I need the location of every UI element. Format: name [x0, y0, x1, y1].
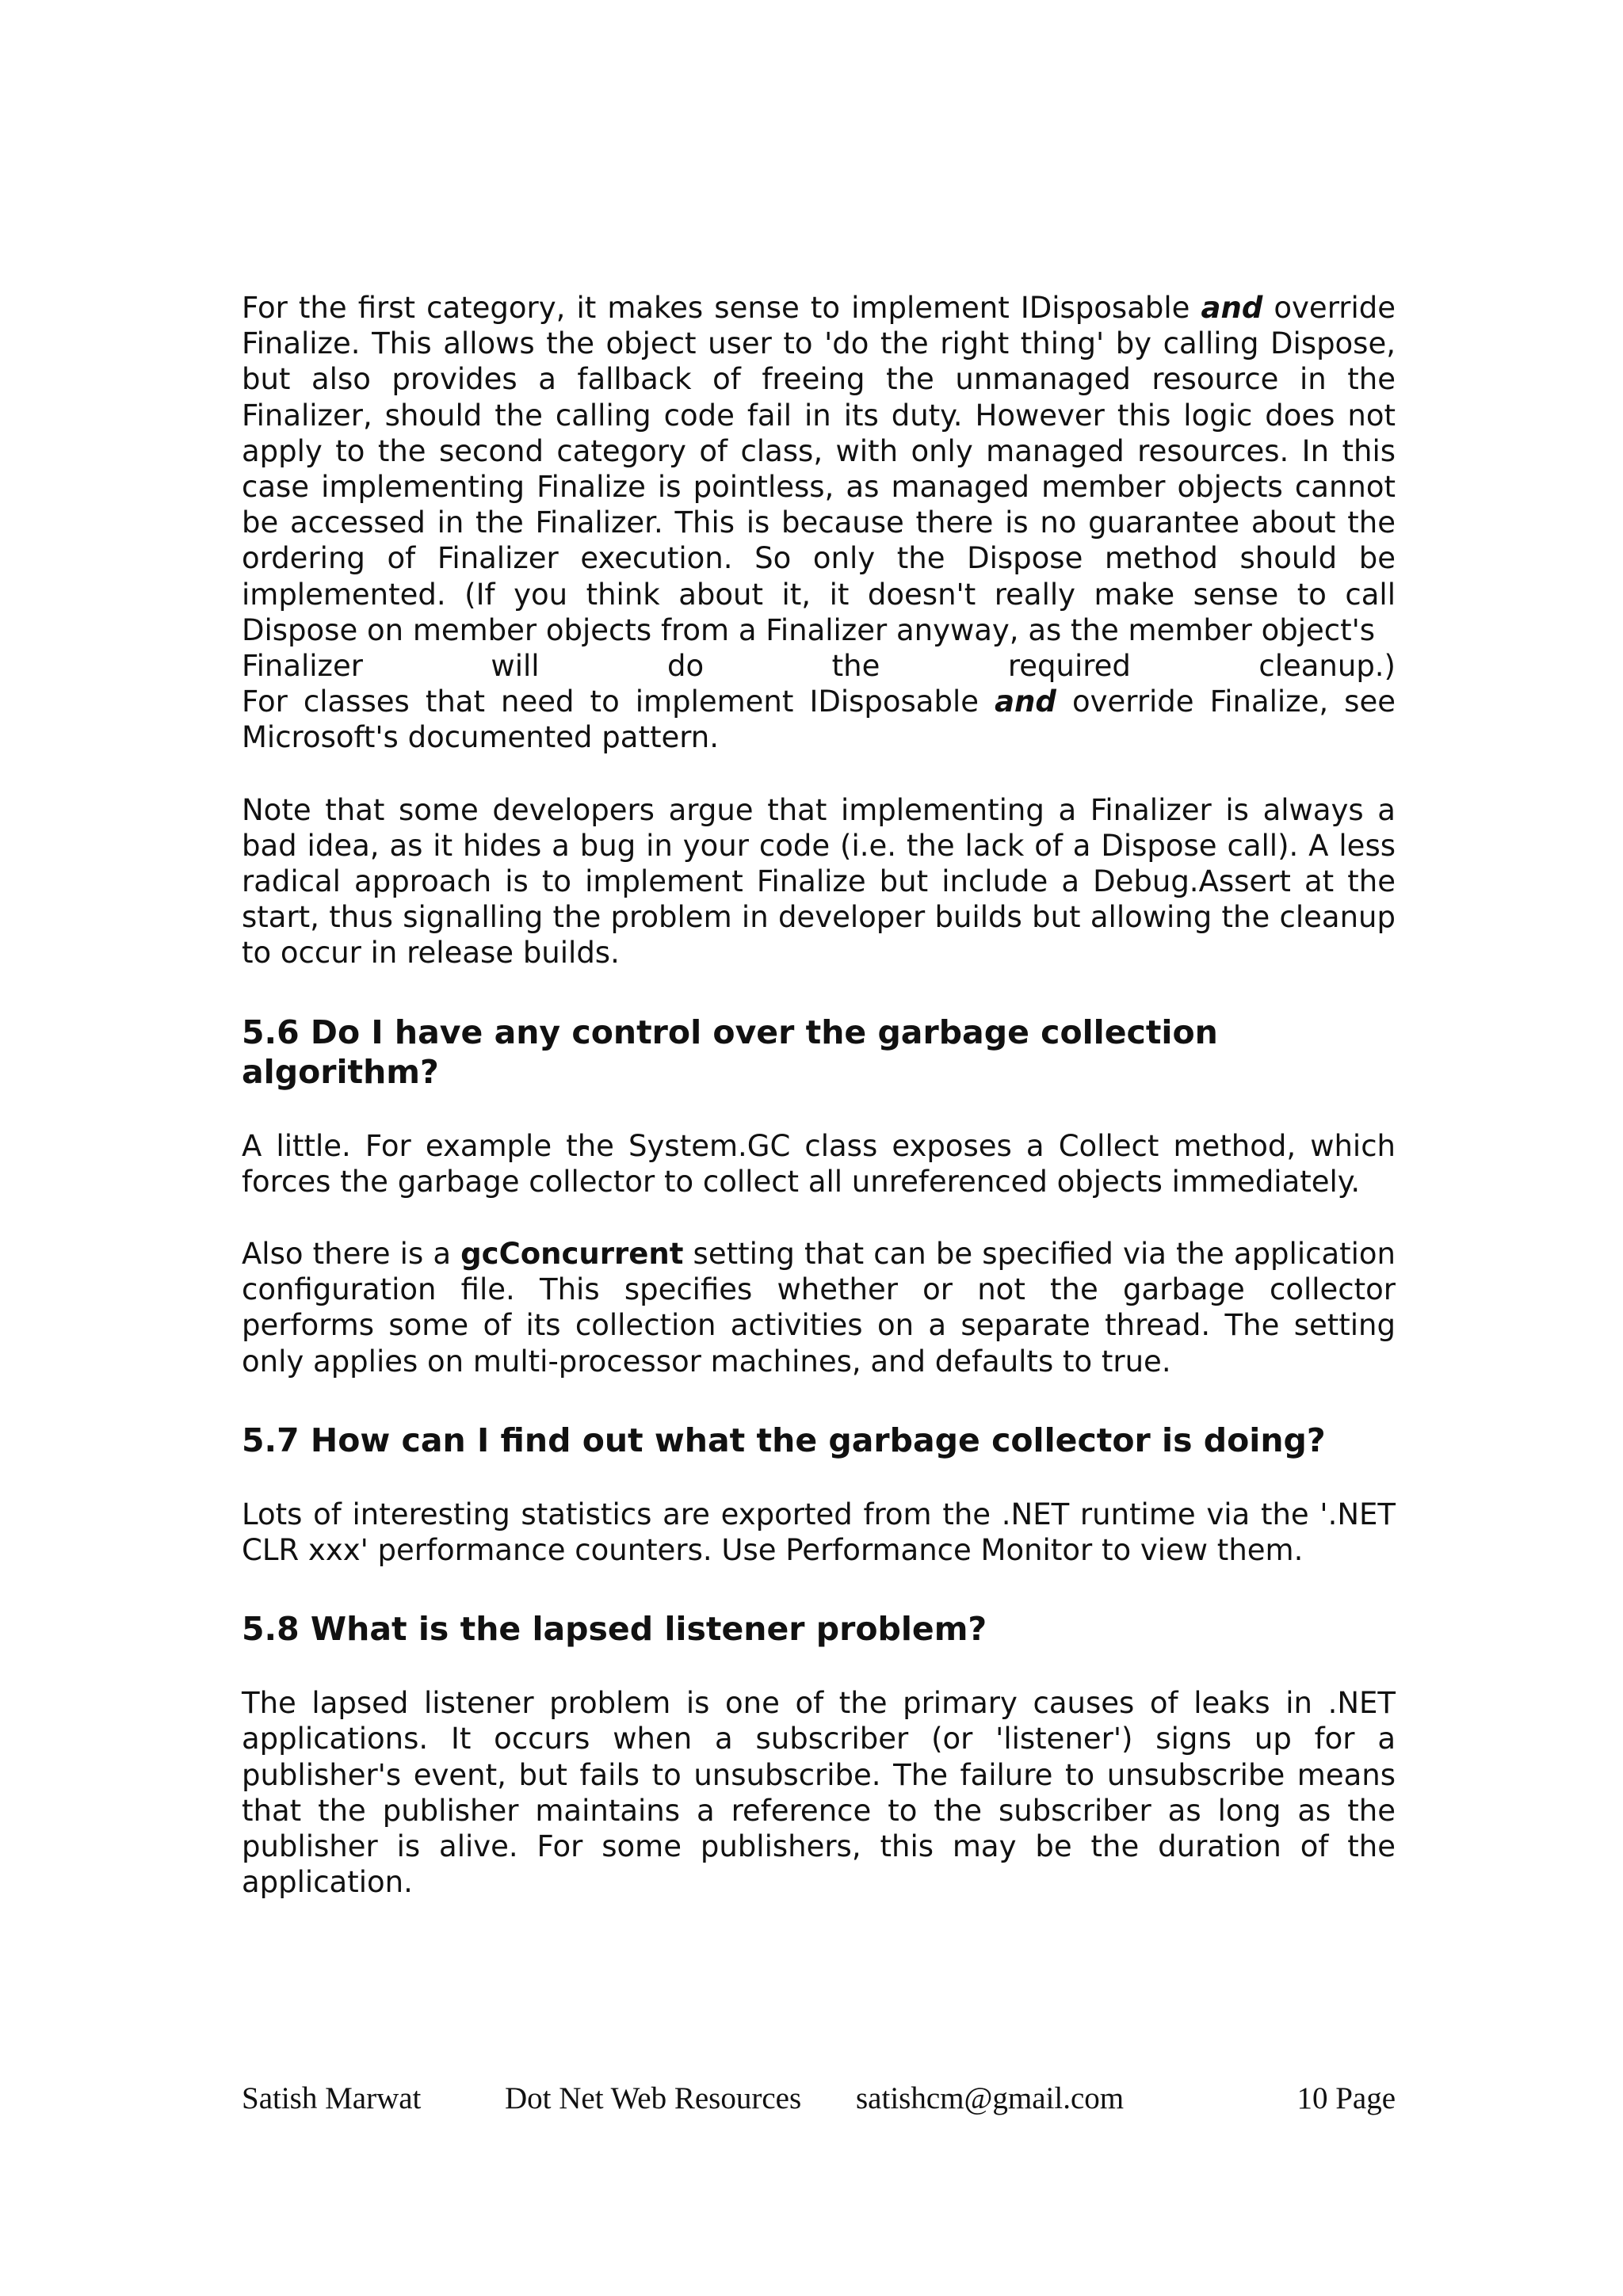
- page-body: [242, 290, 1396, 1901]
- justified-line: Finalizer will do the required cleanup.): [242, 649, 1396, 684]
- section-heading-5-8: 5.8 What is the lapsed listener problem?: [242, 1610, 987, 1649]
- text-run: override Finalize, see Microsoft's documented pattern.: [242, 685, 1396, 755]
- text-run: Also there is a: [242, 1237, 461, 1272]
- paragraph-microsoft-pattern: [242, 684, 1396, 755]
- page-footer: [242, 2081, 1396, 2120]
- bold-term: gcConcurrent: [460, 1237, 684, 1272]
- footer-page-number: 10 Page: [1296, 2081, 1396, 2115]
- text-run: For the first category, it makes sense to implement IDisposable: [242, 291, 1201, 325]
- heading-line: 5.6 Do I have any control over the garbage collection: [242, 1013, 1218, 1051]
- section-heading-5-6: [242, 1013, 1396, 1092]
- heading-line: algorithm?: [242, 1052, 439, 1091]
- footer-site: Dot Net Web Resources: [505, 2081, 802, 2115]
- text-run: setting that can be specified via the application configuration file. This specifies whether or not the garbage collector performs some of its collection activities on a separate thread. The setting only applies on multi-processor machines, and defaults to true.: [242, 1237, 1396, 1379]
- paragraph-gc-collect: A little. For example the System.GC class exposes a Collect method, which forces the garbage collector to collect all unreferenced objects immediately.: [242, 1128, 1396, 1199]
- section-heading-5-7: 5.7 How can I find out what the garbage collector is doing?: [242, 1421, 1326, 1459]
- footer-email: satishcm@gmail.com: [856, 2081, 1125, 2115]
- emphasis-text: and: [995, 685, 1056, 719]
- paragraph-dispose-finalize: [242, 290, 1396, 648]
- paragraph-performance-counters: Lots of interesting statistics are exported from the .NET runtime via the '.NET CLR xxx' performance counters. Use Performance Monitor to view them.: [242, 1497, 1396, 1568]
- footer-author: Satish Marwat: [242, 2081, 422, 2115]
- emphasis-text: and: [1201, 291, 1263, 325]
- paragraph-gc-concurrent: [242, 1236, 1396, 1379]
- paragraph-lapsed-listener: The lapsed listener problem is one of the primary causes of leaks in .NET applications. It occurs when a subscriber (or 'listener') signs up for a publisher's event, but fails to unsubscribe. The failure to unsubscribe means that the publisher maintains a reference to the subscriber as long as the publisher is alive. For some publishers, this may be the duration of the application.: [242, 1686, 1396, 1900]
- text-run: For classes that need to implement IDisposable: [242, 685, 995, 719]
- text-run: override Finalize. This allows the object user to 'do the right thing' by calling Dispose, but also provides a fallback of freeing the unmanaged resource in the Finalizer, should the calling code fail in its duty. However this logic does not apply to the second category of class, with only managed resources. In this case implementing Finalize is pointless, as managed member objects cannot be accessed in the Finalizer. This is because there is no guarantee about the ordering of Finalizer execution. So only the Dispose method should be implemented. (If you think about it, it doesn't really make sense to call Dispose on member objects from a Finalizer anyway, as the member object's: [242, 291, 1396, 647]
- paragraph-finalizer-note: Note that some developers argue that implementing a Finalizer is always a bad idea, as it hides a bug in your code (i.e. the lack of a Dispose call). A less radical approach is to implement Finalize but include a Debug.Assert at the start, thus signalling the problem in developer builds but allowing the cleanup to occur in release builds.: [242, 792, 1396, 971]
